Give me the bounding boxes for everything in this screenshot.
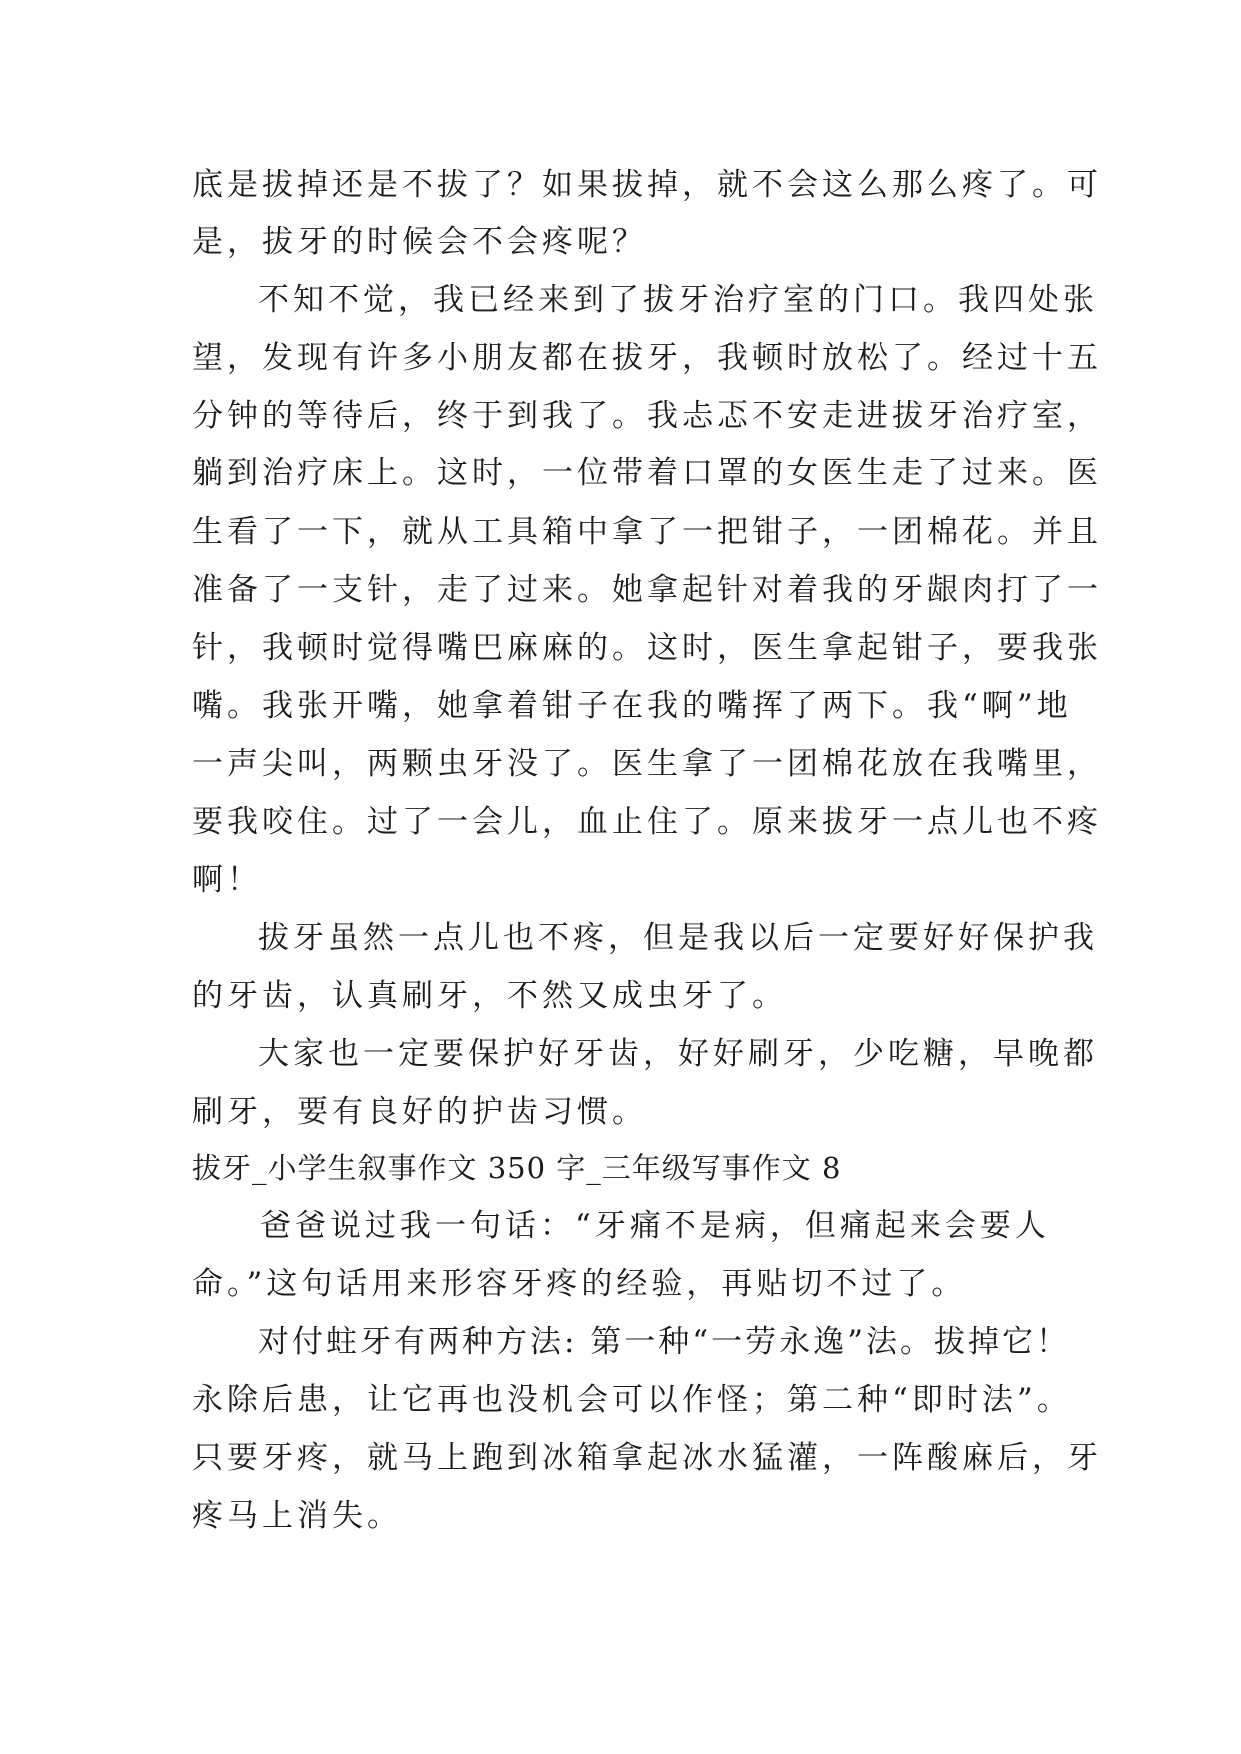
paragraph-2-line-9: 一声尖叫，两颗虫牙没了。医生拿了一团棉花放在我嘴里，	[192, 746, 1102, 782]
paragraph-3-line-1: 拔牙虽然一点儿也不疼，但是我以后一定要好好保护我	[258, 920, 1098, 956]
paragraph-5-line-1: 爸爸说过我一句话：“牙痛不是病，但痛起来会要人	[260, 1208, 1050, 1244]
paragraph-2-line-2: 望，发现有许多小朋友都在拔牙，我顿时放松了。经过十五	[192, 340, 1102, 376]
paragraph-6-line-4: 疼马上消失。	[192, 1498, 402, 1534]
paragraph-2-line-1: 不知不觉，我已经来到了拔牙治疗室的门口。我四处张	[258, 282, 1098, 318]
paragraph-4-line-2: 刷牙，要有良好的护齿习惯。	[192, 1094, 647, 1130]
paragraph-2-line-4: 躺到治疗床上。这时，一位带着口罩的女医生走了过来。医	[192, 455, 1102, 491]
paragraph-6-line-3: 只要牙疼，就马上跑到冰箱拿起冰水猛灌，一阵酸麻后，牙	[192, 1440, 1102, 1476]
paragraph-3-line-2: 的牙齿，认真刷牙，不然又成虫牙了。	[192, 978, 787, 1014]
paragraph-2-line-11: 啊！	[192, 862, 262, 898]
paragraph-4-line-1: 大家也一定要保护好牙齿，好好刷牙，少吃糖，早晚都	[258, 1036, 1098, 1072]
paragraph-6-line-2: 永除后患，让它再也没机会可以作怪；第二种“即时法”。	[192, 1382, 1072, 1418]
paragraph-2-line-5: 生看了一下，就从工具箱中拿了一把钳子，一团棉花。并且	[192, 514, 1102, 550]
paragraph-2-line-10: 要我咬住。过了一会儿，血止住了。原来拔牙一点儿也不疼	[192, 804, 1102, 840]
paragraph-6-line-1: 对付蛀牙有两种方法: 第一种“一劳永逸”法。拔掉它！	[258, 1324, 1070, 1360]
paragraph-2-line-7: 针，我顿时觉得嘴巴麻麻的。这时，医生拿起钳子，要我张	[192, 630, 1102, 666]
section-title: 拔牙_小学生叙事作文 350 字_三年级写事作文 8	[192, 1151, 842, 1185]
paragraph-5-line-2: 命。”这句话用来形容牙疼的经验，再贴切不过了。	[192, 1266, 967, 1302]
paragraph-1-line-2: 是，拔牙的时候会不会疼呢？	[192, 224, 647, 260]
paragraph-2-line-3: 分钟的等待后，终于到我了。我忐忑不安走进拔牙治疗室，	[192, 398, 1102, 434]
paragraph-2-line-8: 嘴。我张开嘴，她拿着钳子在我的嘴挥了两下。我“啊”地	[192, 688, 1072, 724]
paragraph-2-line-6: 准备了一支针，走了过来。她拿起针对着我的牙龈肉打了一	[192, 572, 1102, 608]
paragraph-1-line-1: 底是拔掉还是不拔了？如果拔掉，就不会这么那么疼了。可	[192, 167, 1102, 203]
